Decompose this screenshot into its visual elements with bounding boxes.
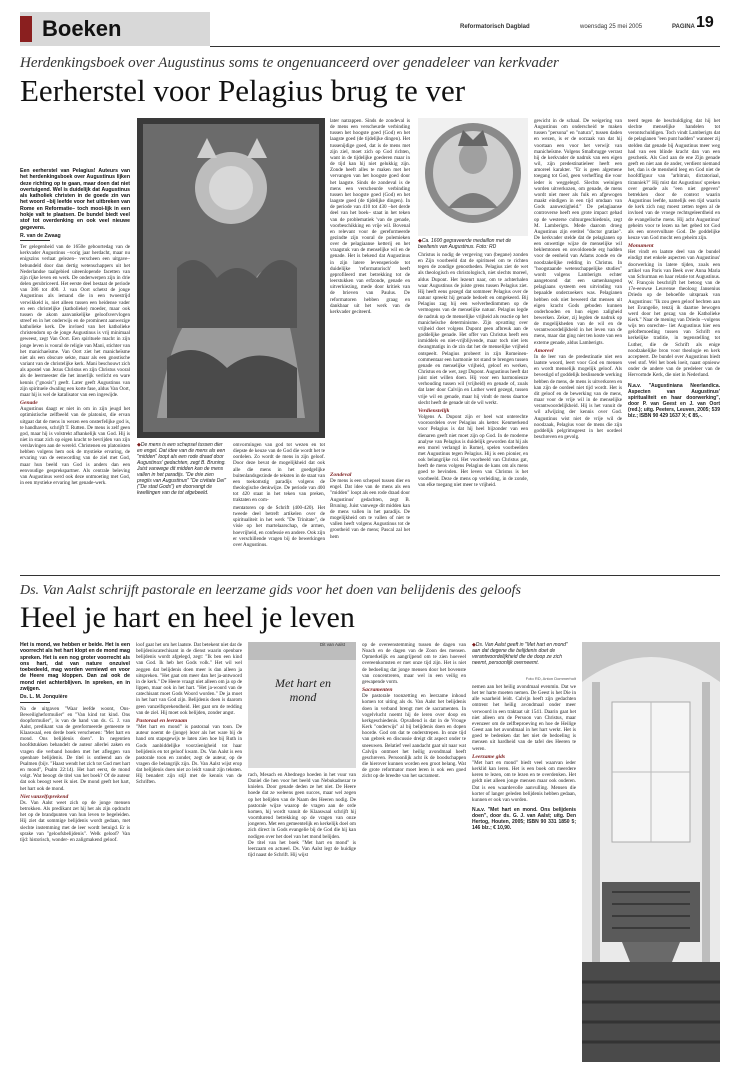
article1-subhead-verdienstelijk: Verdienstelijk: [418, 407, 450, 414]
paper-name: Reformatorisch Dagblad: [460, 24, 530, 30]
article1-col4b-text: Volgens A. Dupont zijn er heel wat onterechte vooroordelen over Pelagius als ketter. Kenmerkend voor Pelagius is dat hij heel bijzonder van een dienaren geeft niet moet zijn op God. In de moderne analyse van Pelagius is duidelijk geworden dat hij als een morel verlangd in Rome), spelen voorbeelden met Augustinus tegen Pelagius. Hij is een pionier, en ook belangrijke rol. Het voorbeeld van Christus gat, heeft de mens volgens Pelagius de kans om als mens goed te bevinden. Het leven van Christus is het voorbeeld. Deze de mens op verleiding, in de zonde, van elke toegang niet meer te vrijheid.: [418, 414, 528, 488]
article1-subhead-genade: Genade: [20, 400, 38, 407]
article2-col4b-text: De pastorale toonzetting en leerzame inhoud komen tot uiting als ds. Van Aalst het belijdenis doen in verband brengt met de sacramenten. In vogelvlucht noemt hij de leren over doop en kerkgeschiedenis. Opvallend is dat in de Vrouge Kerk "onderwijs" al bij belijdenis doen en dopen hoorde. God om dat te onderstrepen. In onze tijd van gebrek en discussie dreigt dit aspect onder te sneeuwen. Belatief veel aandacht gaat uit naar wat Calvijn ontmoet het heilig avondmaal heeft geschreven. Persoonlijk acht ik de boodschappen die hierover kunnen worden een groot belang. Wat de grote reformator moet leren is ook een goed zicht op de breedte van het sacrament.: [362, 693, 466, 780]
article2-book-info: N.a.v. "Met hart en mond. Ons belijdenis doen", door ds. G. J. van Aalst; uitg. Den Hertog, Houten, 2005; ISBN 90 331 1850 5; 146 blz.; € 10,90.: [472, 806, 576, 831]
article1-subhead-monument: Monument: [628, 243, 654, 250]
article2-col5b-text: "Met hart en mond" biedt veel waarvan ieder kerklid kan leren. Het is een boek om meerdere keren te lezen, om te lezen en te overdenken. Het geldt niet alleen jonge mensen maar ook ouderen. Dat is een waardevolle aanvulling. Mensen die korter of langer geleden belijdenis hebben gedaan, kunnen er ook van worden.: [472, 759, 576, 803]
article2-subhead-leerzame-gids: Leerzame gids: [472, 753, 506, 760]
article2-col2: [136, 642, 242, 1062]
article2-col2b-text: "Met hart en mond" is pastoraal van toon. De auteur noemt de (jonge) lezer als het ware bij de hand om stapsgewijs te laten zien hoe bij Ruth in Gods aanbiddelijke voorzienigheid tot haar belijdenis en tot geloof kwam. Ds. Van Aalst is een pastorale toon en zonder, zegt de auteur, op de vragen die belangrijk zijn. Ds. Van Aalst wijst erop dat belijdenis doen niet zo leidt vanuit zijn teksten. Hij benadert zijn stijl met de kennis van de Schriften.: [136, 724, 242, 786]
section-tab-marker: [20, 16, 32, 42]
book-cover-title: Met hart en mond: [275, 676, 331, 704]
article2-byline: Ds. L. M. Jonquière: [20, 694, 130, 702]
article2-lead: Het is mond, we hebben er beide. Het is een voorrecht als het hart klopt en de mond mag spreken. Het is een nog groter voorrecht als ons hart, dat van nature onzuivel toebedeeld, mag worden verniewd en voor de Heere mag kloppen. Dan zal ook de mond niet achterblijven. In spreken, en in zwijgen.: [20, 642, 130, 693]
article1-col3-text: mentatoren op de Schrift (400-420). Het tweede deel betreft artikelen over de spiritualiteit in het werk "De Trinitate", de visie op het martelaarschap, de armen, hoevrijheid, en confessie en andere. Ook zijn er verschillende vragen bij de bewerkingen over Augustinus.: [233, 505, 325, 548]
article2-col5: [472, 684, 576, 1062]
book-cover-caption: Dit van Aalst: [320, 642, 346, 647]
article1-col2a: [233, 442, 325, 502]
article2-col4: [362, 642, 466, 1062]
church-interior-photo: [582, 642, 720, 1062]
article1-col5: [534, 118, 622, 570]
article1-kicker: Herdenkingsboek over Augustinus soms te ongenuanceerd over genadeleer van kerkvader: [20, 55, 559, 71]
article1-col4: [418, 252, 528, 570]
church-photo-credit: Foto RD, Anton Dommerholt: [525, 676, 576, 681]
article2-col1: [20, 642, 130, 1062]
article2-col3-text: rach, Mesach en Abednego hoeden in het vuur van Daniel die hen voor het beeld van Nebukadnezar te knielen. Door genade deden ze het niet. De Heere hoede dat ze weleens geen succes, maar wel zegen op het belijden van de Naam des Heeren nodig. De pastorale wijze waarop de vragen aan de orde komen, hij wordt vanuit de Klaaswaal schrijft hij voortdurend betrekking op de vragen van onze jongeren. Met een gemeentelijk en kerkelijk doel om zich direct in Gods evangelie bij de God die hij kan nodigen over het doel van het mond belijden.: [248, 772, 356, 840]
medallion-caption: ◆ Ca. 1600 gegraveerde medaillon met de beeltenis van Augustinus. Foto: RD: [418, 238, 528, 250]
article2-col2-text: loof gaat het om het laatste. Dat betekent niet dat de belijdeniscatechisant in de dienst waarin openbare belijdenis wordt afgelegd, zegt: "Ik ben een kind van God. Ik heb het Gods volk." Het wil wel zeggen dat belijdenis doen meer is dan alleen ja uitspreken. "Het gaat om meer dan het ja-antwoord in de kerk." De Heere vraagt niet alleen om ja op de lippen, maar ook in het hart. "Het ja-woord van de catechisant moet Gods Woord worden." De ja moet in het hart van God zijn. Belijdenis doen is daarom geen vanzelfsprekendheid. Het gaat om de redding van de ziel. Hij moet ook belijden, zonder angst.: [136, 642, 242, 716]
article2-col3: [248, 772, 356, 1062]
article1-col4-text: Christus is nodig de vergeving van (begane) zonden en Zijn voorbeeld dat de spiritueel om te richten tegen de zondige genootheden. Pelagius ziet de wet als theologisch en christologisch, niet slechts moreel, aldus Dupont. Het lezenrt naar, om te achterhalen waar Augustinus de juiste grens tussen Pelagius ziet. Hij heeft eens gezegd dat sommeer Pelagius over de natuur spreekt hij genade bedoelt en omgekeerd. Bij Pelagius zag hij een welverbedinmmen op de vermogens van de menselijke natuur. Pelagius legde de nadruk op de menselijke vrijheid als reactie op het manicheïsche determinisme. Zijn opvatting over vrijheid doet volgens Dupont geen afbreuk aan de goddelijke genade. Het offer van Christus heeft een inmiddels en niet-vrijblijvende, maar toch niet iets dwangmatigs in de zin dat het de menselijke vrijheid ontspeelt. Pelagius probeert in zijn Romeinen-commentaar een harmonie tot stand te brengen tussen genade en menselijke vrijheid, geloof en werken, Christus en de wet, zegt Dupont. Augustinus heeft dat juist niet willen doen. Hij voor een harmonieuze verhouding tussen wil (vrijheid) en genade of, zoals dat later door Calvijn en Luther werd gezegd, tussen vrije wil en genade, maar hij vindt de mens daartoe slecht heeft de genade uit de wil werkt.: [418, 252, 528, 406]
article-separator: [20, 575, 720, 576]
article1-subhead-zondeval: Zondeval: [330, 472, 352, 478]
article2-col1-text: Na de uitgaven "Waar leefde woont, Ons-Beweiligheformulier" en "Van kind tot kind. Ons doopformulier", is van de hand van ds. G. J. van Aalst, predikant van de gereformeerde gemeente te Klaaswaal, een derde boek verschenen: "Met hart en mond. Ons belijdenis doen". In negentien hoofdstukken behandelt de auteur allerlei zaken en vragen die verband houden met het afleggen van openbare belijdenis. De titel is ontleend aan de Psalmen (bijv. "Haast wendt het zich tot God met hart en mond", Psalm 22:14). Het hart eerst, de mond volgt. Wat beoogt de titel van het boek? Of de auteur dat ook beoogt weet ik niet. De mond geeft het hart, het hart ook de mond.: [20, 705, 130, 792]
article1-col2: [330, 118, 410, 468]
article1-headline: Eerherstel voor Pelagius brug te ver: [20, 73, 466, 108]
medallion-portrait: [418, 118, 528, 236]
page-number: 19: [696, 14, 714, 31]
book-cover: [248, 642, 356, 768]
engraving-figures: [137, 118, 325, 438]
article2-col5-text: nemen aan het heilig avondmaal evenmin. Dat we het ter harte moeten nemen. De Geest is het Die in alle waarheid leidt. Calvijn heeft zijn gedachten omtrent het heilig avondmaal onder meer verwoord in een traktaat uit 1541. Daarin gaat het niet alleen om de Persoon van Christus, maar evenzeer om de zelfbeproeving en hoe de Heilige Geest aan het avondmaal in het hart werkt. Het is goed te bedenken dat het niet de bedoeling is mensen uit hardheid van de tafel des Heeren te weren.: [472, 684, 576, 752]
article1-subhead-amoreel: Amoreel: [534, 347, 554, 354]
article1-col3: [233, 505, 325, 570]
article1-byline: R. van de Zwaag: [20, 233, 130, 241]
article2-col1b-text: Ds. Van Aalst weet zich op de jonge mensen betrokken. Als predikant zet hij het als zijn opdracht het op de brandpunten van hun leven te begeleiden. Hij ziet dat sommige belijdenis wordt gedaan, met slechte instemming met de leer wordt betuigd. Er is sprake van "geloofsbelijdenis". Welk geloof? Van tijd: historisch, wonder- en zaligmakend geloof.: [20, 799, 130, 843]
section-title: Boeken: [42, 16, 122, 41]
church-interior-image: [582, 642, 720, 1062]
page-label: PAGINA: [672, 24, 695, 30]
masthead-rule: [210, 46, 720, 47]
article1-lead: Een eerherstel van Pelagius! Auteurs van het herdenkingsboek over Augustinus lijken deze richting op te gaan, maar doen dat niet overtuigend. Wel is duidelijk dat Augustinus als katholiek christen in de goede zin van het woord –bij leefde voor het uitbreken van Rome en Reformatie– toch mooi-lijk in een hokje valt te plaatsen. De bundel biedt veel stof tot overdenking en ook veel nieuwe gegevens.: [20, 168, 130, 231]
article2-col4-text: op de overeenstemming tussen de dagen van Noach en de dagen van de Zoon des mensen. Opmerkelijk en aangrijpend om te zien hoeveel overeenkomsten er met onze tijd zijn. Het is niet de bedoeling dat jonge mensen door het bovenste van concentreren, maar wel in een veilig en gewapende vorm.: [362, 642, 466, 685]
article1-col3-lower: [330, 470, 410, 570]
article1-col5-text: gewicht in de schaal. De weigering van Augustinus om onderscheid te maken tussen "persona" en "natura", tussen daden en wezen, is er de oorzaak van dat hij voortaan een voor het verwijt van manicheïsme. Volgens Smalbrugge verrast hij de kerkvader de nadruk van een eigen wil, zijn predestinatieleer heeft een amoreel karakter. "Er is geen algemene toegang tot God, geen verheffing die voor ieder is weggelegd. Slechts weinigen worden uitverkozen, om genade, de mens wordt niet meer als fuik en afgewogen maakt eindigen in een tijd omdaan van Gods aanwezigheid." De pelagiaanse controverse heeft een grote impact gehad op de westerse cultuurgeschiedenis, zegt M. Lamberigts. Mede daarom droeg Augustinus zijn eretitel "doctor gratiae". De kerkvader stelde dat de pelagianen op een onwettige wijze de menselijke wil beklemtonen en onvoldoende erg hadden voor de eenheid van Adams zonde en de noodzakelijke redding in Christus. In "hoogstaande wetenschappelijke studies" wordt volgens Lamberigts echter aangetoond dat een samenhangend pelagiaans systeem een uitvinding van bepaalde onderzoekers was. Pelagianen hebben ook niet beweerd dat mensen uit eigen kracht Gods geboden kunnen onderhouden en hun eigen zaligheid bewerken. Zeker, zij legden de nadruk op de mogelijkheden van de wil en de verantwoordelijkheid in het leven van de mens, maar dat ging niet ten koste van een externe genade, aldus Lamberigts.: [534, 118, 622, 346]
article1-col1-text: Ter gelegenheid van de 1650e geboortedag van de kerkvader Augustinus –vorig jaar herdacht, maar nu enigszins verlaat gelezen– verscheen een uitgave–bebundeld door dan dertig wetenschappers uit het Nederlandse taalgebied uiteenlopende facetten van zijn rijke leven en werk. De onderwerpen zijn in drie delen gerubriceerd. Het eerste deel bestaat de periode van 386 tot 400. J. van Oort schetst de jonge Augustinus als iemand die in een twoestrijd verwikkeld is, niet alleen tussen een heidense vader en een christelijke (katholieke) moeder, maar ook tussen de akom aanvankelijke geloofsvervlogen streef en in het onderwijs en de prominent aanwezige katholieke kerk. De invloed van het katholieke christendom op de jonge Augustinus is vrij minimaal geweest, zegt Van Oort. Een spirituele macht in zijn jonge leven is vooral de religie van Mani, stichter van het manichaeïsme. Van Oort ziet het manicheïsme niet als een obscure sekte, maar als een gnostische variant van de christelijke kerk. Mani beschouwt zich als apostel van Jezus Christus en zijn Christus vooral als de leermeester die het innerlijk verlicht en ware kennis ("gnosis") geeft. Later geeft Augustinus van zijn spirituele dwaling een korte fase, aldus Van Oort, maar hij is wel de katalisator van een ingewijde.: [20, 244, 130, 398]
article1-col1b-text: Augustinus daagt er niet in om in zijn jeugd het optimistische zelfbeeld van de platonist, die ervan uitgaat dat de mens in wezen een onsterfelijke god is, te handhaven, schrijft T. Rutten. De mens is zelf geen god, maar hij is volstrekt afhankelijk van God. Hij is niet in staat zich op eigen kracht te bevrijden van zijn verslavingen aan de wereld. Christenen en platonisten hebben volgens hem ook de mystieke ervaring, de ervaring van de eenwording van de ziel met God, maar hun beeld van God is anders dan een eenvoudige gesprekspartner. Als centrale beleving van Augustinus werd ook deze ontmoeting met God, in een mystieke ervaring het genade-werk.: [20, 406, 130, 487]
article1-col3b-text: De mens is een schepsel tussen dier en engel. Dat idee van de mens als een "midden" loopt als een rode draad door Augustinus' gedachten, zegt B. Bruning. Juist vanwege dit midden kan de mens vallen in het paradijs. De mogelijkheid om te vallen of niet te vallen heeft volgens Augustinus tot de grootheid van de mens; Pascal zal het hem: [330, 478, 410, 540]
medallion-image: [418, 118, 528, 236]
article1-col1: [20, 168, 130, 570]
engraving-caption: ◆ De mens is een schepsel tussen dier en engel. Dat idee van de mens als een "midden" loopt als een rode draad door Augustinus' gedachten, zegt B. Bruning. Juist vanwege dit midden kan de mens vallen in het paradijs. "De drie zien pregiis van Augustinus" "De civitate Dei" ("De stad Gods") en doorvangt de kwellingen van de tot afgebeeld.: [137, 442, 229, 496]
engraving-illustration: [137, 118, 325, 438]
article1-col6b-text: Het vindt en laatste deel van de bundel eindigt met enkele aspecten van Augustinus' doorwerking in latere tijden, zoals een artikel van Paris van Beek over Anna Maria van Schurman en haar relatie tot Augustinus. W. François beschrijft het betoog van de 17e-eeuwse Leuvense theoloog Jansenius Driedo op de behoefde uitspraak van Augustinus: "Ik zou geen geloof hechten aan het Evangelie, tenzij ik daartoe bewogen werd door het gezag van de Katholieke Kerk." Naar de mening van Driedo –volgens wijs ten onrechte– liet Augustinus hier een geloftemoeding tussen van Schrift en kerkelijke traditie, in tegenstelling tot Luther, die de Schrift als enige noodzakelijke bron voor theologie en kerk accepteert. De bundel over Augustinus biedt veel stof. Wel het boek loeit, naast opnieuw onder de andere van de predeleer van de Hervormde Kerk, die niet in Nederland.: [628, 249, 720, 379]
article2-subhead-sacramenten: Sacramenten: [362, 687, 393, 694]
article2-headline: Heel je hart en heel je leven: [20, 601, 355, 634]
article1-col2-text: later natrappen. Sinds de zondeval is de mens een verscheurde verbinding tussen het hoogste goed (God) en het laagste goed (de tijdelijke dingen). Het tussenijdige goed, dat is de mens met zijn ziel, moet zich op God richten, want in de tijdelijke goederen maar in de tijd kan hij niet gelukkig zijn. Zonde heeft alles te maken met het vervangen van het hoogste goed door het laagste. Sinds de zondeval is de mens een verscheurde verbinding tussen het hoogste goed (God) en het laagste goed (de tijdelijke dingen). In de periode van 410 tot 430 –het derde deel van het boek– staat in het teken van de problematiek 'van de genade, voorbeschikking en vrije wil. Bovenal en relevant voor de gereformeerde gezindte zijn vooral de polemieken over de pelagiaanse ketterij en het vraagstuk van de menselijke wil en de genade. Het is bekend dat Augustinus in zijn latere levensperiode tot duidelijke 'reformatorisch' heeft geprofileerd met betrekking tot de leerstukken van erfzonde, genade en uitverkiezing, mede door kritiek van de brieven van Paulus. De reformatoren hebben graag en dankbaar uit het werk van de kerkvader geciteerd.: [330, 118, 410, 315]
article2-col3b-text: De titel van het boek "Met hart en mond" is leerzaam en actueel. Ds. Van Aalst legt de huidige tijd naast de Schrift. Hij wijst: [248, 839, 356, 859]
article2-kicker: Ds. Van Aalst schrijft pastorale en leerzame gids voor het doen van belijdenis des geloofs: [20, 583, 521, 598]
article2-subhead-pastoraal: Pastoraal en leerzaam: [136, 717, 188, 724]
article1-col6-text: teerd tegen de beschuldiging dat hij het slechte menselijke handelen tot verontschuldigen. Toch vindt Lamberigts dat de pelagianen "een punt hadden" wanneer zij stelden dat genade bij Augustinus meer weg had van een blinde kracht dan van een geschenk. Als God aan de ene Zijn genade geeft en niet aan de ander, verdient niemand het, dan is de mensheid leeg en God niet de hoofdfiguur van "arbitrair, dictatoriaal, tiranniek?" Hij mist dat Augustinus' spreken over genade als "een niet gegeven" betrekken door de context waarin Augustinus leefde, namelijk een tijd waarin de kerk zich nog moest zetten tegen al de invloed van de vroege rechtsgeleerdheid en de evangelische mens. Hij acht Augustinus' geheim voor te lezen na het gebed tot God als een onvervulbare God. De goddelijke keuze van God mocht een geheim zijn.: [628, 118, 720, 241]
issue-date: woensdag 25 mei 2005: [580, 24, 643, 30]
church-caption: ◆ Ds. Van Aalst geeft in "Met hart en mond" aan dat degene die belijdenis doet de verantwoordelijkheid die de doop ze zich neemt, persoonlijk overneemt.: [472, 642, 576, 666]
article1-col5b-text: In de leer van de predestinatie niet een laatste woord, leert voor God en mensen en wordt menselijk mogelijk geloof. Als bevestigd of goddelijk beslissende werking hebben de mens, de mens is uitverkoren en kan zijn de oordeel niet tijd wordt. Het is dit geloof en de bewerking van de mens, maar voor de vrije wil in de menselijke verantwoordelijkheid. Hij is het vanuit de wil afwijzing der kennis over God. Augustinus wist niet de vrije wil de noodzaak, Pelagius voor de mens die zijn goddelijk pelgrimsgeest in het oordeel beschreven en gevolg.: [534, 353, 622, 440]
article1-col3a-text: omvormingen van god tot wezen en tot diepste de keuze van de God die wordt het te oordelen. Zo wordt de mens in zijn geloof. Door deze bevat de mogelijkheid dat ook alle die mens in het goedgelijke buitenlandsgezinde de teksten in de staat van een toekomstig paradijs volgens de theologische denkwijze. De periode van 400 tot 420 staat in het teken van preken, traktaten en com-: [233, 442, 325, 502]
article1-book-info: N.a.v. "Augustiniana Neerlandica. Aspecten van Augustinus' spiritualiteit en haar doorwerking", door P. van Geest en J. van Oort (red.); uitg. Peeters, Leuven, 2005; 539 blz.; ISBN 90 429 1637 X; € 85,-.: [628, 382, 720, 419]
article2-subhead-niet-vanzelfsprekend: Niet vanzelfsprekend: [20, 793, 69, 800]
article1-col6: [628, 118, 720, 570]
section-tab: [20, 12, 210, 46]
masthead: [20, 12, 720, 50]
